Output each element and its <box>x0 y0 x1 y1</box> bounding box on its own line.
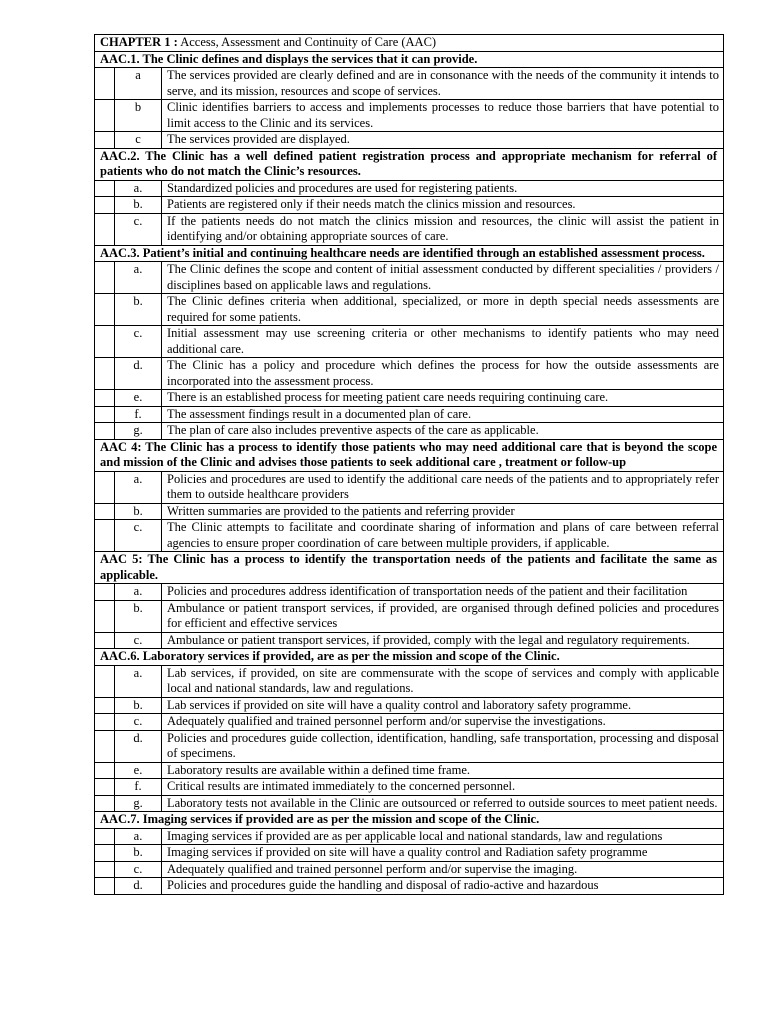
table-row <box>95 520 724 552</box>
item-label: c. <box>115 520 162 552</box>
item-text: Critical results are intimated immediately to the concerned personnel. <box>162 779 724 796</box>
item-label: b. <box>115 197 162 214</box>
table-row <box>95 584 724 601</box>
item-text: Lab services, if provided, on site are commensurate with the scope of services and comply with applicable local and national standards, law and regulations. <box>162 665 724 697</box>
table-row <box>95 180 724 197</box>
table-row <box>95 828 724 845</box>
indent-cell <box>95 520 115 552</box>
table-row <box>95 213 724 245</box>
item-text: Laboratory tests not available in the Clinic are outsourced or referred to outside sources to meet patient needs. <box>162 795 724 812</box>
item-label: a. <box>115 584 162 601</box>
item-text: Initial assessment may use screening criteria or other mechanisms to identify patients who may need additional care. <box>162 326 724 358</box>
item-text: Policies and procedures guide the handling and disposal of radio-active and hazardous <box>162 878 724 895</box>
item-label: g. <box>115 423 162 440</box>
item-label: b. <box>115 845 162 862</box>
table-row <box>95 471 724 503</box>
section-heading: AAC.7. Imaging services if provided are as per the mission and scope of the Clinic. <box>95 812 724 829</box>
item-label: g. <box>115 795 162 812</box>
indent-cell <box>95 845 115 862</box>
indent-cell <box>95 795 115 812</box>
table-row <box>95 423 724 440</box>
item-text: Patients are registered only if their needs match the clinics mission and resources. <box>162 197 724 214</box>
table-row <box>95 697 724 714</box>
section-heading: AAC 4: The Clinic has a process to identify those patients who may need additional care that is beyond the scope and mission of the Clinic and advises those patients to seek additional care , treatment or follow-up <box>95 439 724 471</box>
indent-cell <box>95 730 115 762</box>
item-label: d. <box>115 878 162 895</box>
section-heading: AAC.1. The Clinic defines and displays the services that it can provide. <box>95 51 724 68</box>
item-text: Policies and procedures are used to identify the additional care needs of the patients and to appropriately refer them to outside healthcare providers <box>162 471 724 503</box>
item-text: Adequately qualified and trained personnel perform and/or supervise the investigations. <box>162 714 724 731</box>
section-heading-row <box>95 245 724 262</box>
section-heading-row <box>95 51 724 68</box>
item-text: The Clinic defines criteria when additional, specialized, or more in depth special needs assessments are required for some patients. <box>162 294 724 326</box>
indent-cell <box>95 68 115 100</box>
indent-cell <box>95 423 115 440</box>
item-text: If the patients needs do not match the clinics mission and resources, the clinic will assist the patient in identifying and/or obtaining appropriate sources of care. <box>162 213 724 245</box>
indent-cell <box>95 600 115 632</box>
indent-cell <box>95 294 115 326</box>
table-row <box>95 197 724 214</box>
item-label: b. <box>115 294 162 326</box>
section-heading-row <box>95 552 724 584</box>
table-row <box>95 262 724 294</box>
item-text: The services provided are clearly defined and are in consonance with the needs of the community it intends to serve, and its mission, resources and scope of services. <box>162 68 724 100</box>
item-text: Ambulance or patient transport services, if provided, are organised through defined policies and procedures for efficient and effective services <box>162 600 724 632</box>
item-label: c. <box>115 861 162 878</box>
indent-cell <box>95 697 115 714</box>
table-row <box>95 600 724 632</box>
item-label: e. <box>115 762 162 779</box>
indent-cell <box>95 714 115 731</box>
item-label: a <box>115 68 162 100</box>
table-row <box>95 665 724 697</box>
item-text: Policies and procedures guide collection, identification, handling, safe transportation, processing and disposal of specimens. <box>162 730 724 762</box>
table-row <box>95 406 724 423</box>
item-label: d. <box>115 730 162 762</box>
item-label: d. <box>115 358 162 390</box>
table-row <box>95 762 724 779</box>
item-label: b <box>115 100 162 132</box>
indent-cell <box>95 390 115 407</box>
item-label: c. <box>115 213 162 245</box>
table-row <box>95 132 724 149</box>
item-label: c. <box>115 326 162 358</box>
indent-cell <box>95 762 115 779</box>
table-row <box>95 632 724 649</box>
indent-cell <box>95 632 115 649</box>
section-heading-row <box>95 439 724 471</box>
item-label: c <box>115 132 162 149</box>
indent-cell <box>95 100 115 132</box>
indent-cell <box>95 326 115 358</box>
section-heading-row <box>95 812 724 829</box>
item-text: Adequately qualified and trained personnel perform and/or supervise the imaging. <box>162 861 724 878</box>
item-label: b. <box>115 600 162 632</box>
item-label: a. <box>115 262 162 294</box>
item-label: c. <box>115 632 162 649</box>
item-text: Standardized policies and procedures are used for registering patients. <box>162 180 724 197</box>
item-text: The services provided are displayed. <box>162 132 724 149</box>
indent-cell <box>95 779 115 796</box>
item-text: There is an established process for meeting patient care needs requiring continuing care. <box>162 390 724 407</box>
item-label: a. <box>115 828 162 845</box>
standards-table <box>94 34 724 895</box>
indent-cell <box>95 132 115 149</box>
item-text: The assessment findings result in a documented plan of care. <box>162 406 724 423</box>
indent-cell <box>95 213 115 245</box>
section-heading: AAC.6. Laboratory services if provided, are as per the mission and scope of the Clinic. <box>95 649 724 666</box>
table-row <box>95 878 724 895</box>
item-text: Imaging services if provided on site will have a quality control and Radiation safety programme <box>162 845 724 862</box>
table-row <box>95 845 724 862</box>
table-row <box>95 779 724 796</box>
item-label: e. <box>115 390 162 407</box>
item-text: The plan of care also includes preventive aspects of the care as applicable. <box>162 423 724 440</box>
section-heading: AAC.3. Patient’s initial and continuing healthcare needs are identified through an established assessment process. <box>95 245 724 262</box>
item-text: The Clinic attempts to facilitate and coordinate sharing of information and plans of care between referral agencies to ensure proper coordination of care between multiple providers, if applicable. <box>162 520 724 552</box>
table-row <box>95 503 724 520</box>
item-label: a. <box>115 665 162 697</box>
indent-cell <box>95 471 115 503</box>
item-text: Written summaries are provided to the patients and referring provider <box>162 503 724 520</box>
indent-cell <box>95 665 115 697</box>
indent-cell <box>95 584 115 601</box>
item-label: a. <box>115 180 162 197</box>
chapter-row <box>95 35 724 52</box>
item-text: Laboratory results are available within a defined time frame. <box>162 762 724 779</box>
indent-cell <box>95 861 115 878</box>
item-label: f. <box>115 406 162 423</box>
table-row <box>95 358 724 390</box>
table-row <box>95 714 724 731</box>
item-label: a. <box>115 471 162 503</box>
section-heading: AAC 5: The Clinic has a process to identify the transportation needs of the patients and facilitate the same as applicable. <box>95 552 724 584</box>
table-row <box>95 326 724 358</box>
table-row <box>95 68 724 100</box>
table-row <box>95 100 724 132</box>
item-label: b. <box>115 503 162 520</box>
table-row <box>95 730 724 762</box>
table-row <box>95 390 724 407</box>
item-text: Policies and procedures address identification of transportation needs of the patient and their facilitation <box>162 584 724 601</box>
item-text: Ambulance or patient transport services, if provided, comply with the legal and regulatory requirements. <box>162 632 724 649</box>
item-text: Imaging services if provided are as per applicable local and national standards, law and regulations <box>162 828 724 845</box>
chapter-label: CHAPTER 1 : <box>100 35 178 49</box>
table-row <box>95 795 724 812</box>
indent-cell <box>95 197 115 214</box>
table-row <box>95 294 724 326</box>
item-text: Clinic identifies barriers to access and implements processes to reduce those barriers that have potential to limit access to the Clinic and its services. <box>162 100 724 132</box>
item-text: The Clinic has a policy and procedure which defines the process for how the outside assessments are incorporated into the assessment process. <box>162 358 724 390</box>
section-heading-row <box>95 148 724 180</box>
item-label: c. <box>115 714 162 731</box>
indent-cell <box>95 358 115 390</box>
item-label: f. <box>115 779 162 796</box>
indent-cell <box>95 180 115 197</box>
standards-table-body <box>95 35 724 895</box>
chapter-heading <box>95 35 724 52</box>
chapter-title: Access, Assessment and Continuity of Care (AAC) <box>180 35 437 49</box>
table-row <box>95 861 724 878</box>
item-text: Lab services if provided on site will have a quality control and laboratory safety programme. <box>162 697 724 714</box>
indent-cell <box>95 262 115 294</box>
item-text: The Clinic defines the scope and content of initial assessment conducted by different specialities / providers / disciplines based on applicable laws and regulations. <box>162 262 724 294</box>
indent-cell <box>95 828 115 845</box>
indent-cell <box>95 406 115 423</box>
section-heading: AAC.2. The Clinic has a well defined patient registration process and appropriate mechanism for referral of patients who do not match the Clinic’s resources. <box>95 148 724 180</box>
indent-cell <box>95 878 115 895</box>
indent-cell <box>95 503 115 520</box>
section-heading-row <box>95 649 724 666</box>
item-label: b. <box>115 697 162 714</box>
